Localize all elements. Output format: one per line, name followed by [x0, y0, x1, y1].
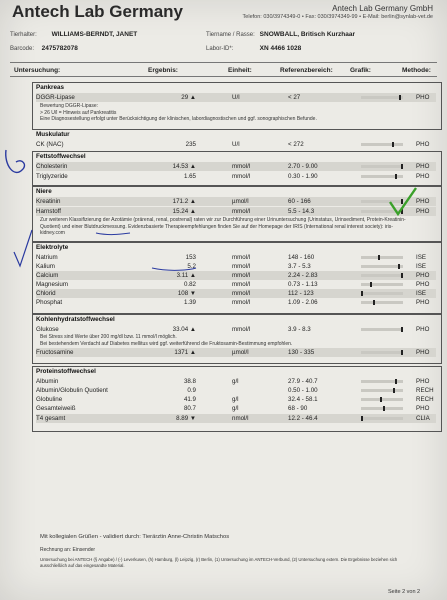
col-method: Methode:	[402, 67, 431, 74]
test-unit: mmol/l	[232, 207, 251, 215]
test-method: RECH	[416, 395, 434, 403]
test-value: 1.65	[183, 172, 196, 180]
test-name: Kreatinin	[36, 197, 61, 205]
test-method: PHO	[416, 207, 430, 215]
owner-value: WILLIAMS-BERNDT, JANET	[51, 31, 138, 38]
test-method: PHO	[416, 271, 430, 279]
test-name: Cholesterin	[36, 162, 68, 170]
col-result: Ergebnis:	[148, 67, 178, 74]
test-name: Gesamteiweiß	[36, 404, 76, 412]
test-method: PHO	[416, 298, 430, 306]
test-unit: g/l	[232, 377, 239, 385]
test-unit: g/l	[232, 395, 239, 403]
test-name: Fructosamine	[36, 348, 74, 356]
section-title: Niere	[36, 188, 52, 195]
test-name: CK (NAC)	[36, 140, 64, 148]
test-value: 38.8	[183, 377, 196, 385]
barcode-label: Barcode:	[10, 46, 35, 52]
test-ref: 0.30 - 1.90	[288, 172, 318, 180]
test-method: PHO	[416, 377, 430, 385]
col-unit: Einheit:	[228, 67, 252, 74]
test-unit: mmol/l	[232, 271, 251, 279]
col-test: Untersuchung:	[14, 67, 61, 74]
company-name: Antech Lab Germany GmbH	[332, 4, 433, 13]
test-value: 171.2 ▲	[172, 197, 196, 205]
test-method: PHO	[416, 162, 430, 170]
test-name: Phosphat	[36, 298, 63, 306]
labid-value: XN 4466 1028	[259, 45, 302, 52]
test-method: ISE	[416, 262, 426, 270]
labid-label: Labor-ID*:	[206, 46, 234, 52]
test-value: 235	[185, 140, 196, 148]
test-method: PHO	[416, 172, 430, 180]
test-unit: U/l	[232, 93, 240, 101]
animal-value: SNOWBALL, Britisch Kurzhaar	[259, 31, 356, 38]
test-name: Natrium	[36, 253, 58, 261]
note-text: Bewertung DGGR-Lipase: > 26 U/l = Hinweis auf Pankreatitis Eine Diagnosestellung erfolgt unter Berücksichtigung der klinischen, labordiagnostischen und ggf. sonographischen Befunde.	[40, 103, 317, 122]
test-name: DGGR-Lipase	[36, 93, 75, 101]
test-ref: < 272	[288, 140, 304, 148]
test-name: Albumin	[36, 377, 59, 385]
test-name: Globuline	[36, 395, 63, 403]
pen-underline-icon	[152, 268, 196, 270]
test-ref: 60 - 166	[288, 197, 311, 205]
test-ref: 3.9 - 8.3	[288, 325, 311, 333]
test-unit: mmol/l	[232, 280, 251, 288]
test-method: PHO	[416, 197, 430, 205]
test-ref: 0.73 - 1.13	[288, 280, 318, 288]
test-name: T4 gesamt	[36, 414, 66, 422]
greeting-text: Mit kollegialen Grüßen - validiert durch: Tierärztin Anne-Christin Matschos	[40, 534, 230, 540]
barcode-value: 2475782078	[41, 45, 78, 52]
test-value: 29 ▲	[181, 93, 196, 101]
test-value: 80.7	[183, 404, 196, 412]
test-method: ISE	[416, 253, 426, 261]
test-ref: 3.7 - 5.3	[288, 262, 311, 270]
test-method: PHO	[416, 325, 430, 333]
test-method: ISE	[416, 289, 426, 297]
test-ref: < 27	[288, 93, 301, 101]
test-method: PHO	[416, 140, 430, 148]
test-value: 153	[185, 253, 196, 261]
note-text: Zur weiteren Klassifizierung der Azotämie (prärenal, renal, postrenal) raten wir zur Durchführung einer Urinuntersuchung (Urinstatus, Urinsediment, Protein-Kreatinin-Quotient) und einer Blutdruckmessung. Evidenzbasierte Therapieempfehlungen finden Sie auf der Homepage der IRIS (International renal interest society): iris-kidney.com	[40, 217, 406, 236]
test-method: PHO	[416, 348, 430, 356]
section-title: Proteinstoffwechsel	[36, 368, 96, 375]
test-unit: nmol/l	[232, 414, 249, 422]
test-unit: mmol/l	[232, 172, 251, 180]
test-ref: 12.2 - 46.4	[288, 414, 318, 422]
test-ref: 32.4 - 58.1	[288, 395, 318, 403]
section-title: Fettstoffwechsel	[36, 153, 86, 160]
owner-label: Tierhalter:	[10, 32, 37, 38]
test-ref: 2.24 - 2.83	[288, 271, 318, 279]
test-value: 41.9	[183, 395, 196, 403]
animal-label: Tiername / Rasse:	[206, 32, 255, 38]
test-value: 1371 ▲	[174, 348, 196, 356]
test-ref: 5.5 - 14.3	[288, 207, 315, 215]
test-name: Calcium	[36, 271, 59, 279]
col-graph: Grafik:	[350, 67, 371, 74]
test-ref: 0.50 - 1.00	[288, 386, 318, 394]
billing-text: Rechnung an: Einsender	[40, 547, 96, 553]
pen-scribble-icon	[6, 150, 25, 172]
test-unit: mmol/l	[232, 253, 251, 261]
test-value: 33.04 ▲	[172, 325, 196, 333]
test-value: 5.2	[187, 262, 196, 270]
contact-line: Telefon: 030/3974349-0 • Fax: 030/3974349-99 • E-Mail: berlin@synlab-vet.de	[242, 14, 433, 20]
test-ref: 68 - 90	[288, 404, 308, 412]
test-ref: 112 - 123	[288, 289, 314, 297]
test-value: 0.82	[183, 280, 196, 288]
lab-title: Antech Lab Germany	[12, 2, 183, 21]
test-name: Glukose	[36, 325, 59, 333]
test-name: Albumin/Globulin Quotient	[36, 386, 108, 394]
test-value: 0.9	[187, 386, 196, 394]
disclaimer-text: Untersuchung bei ANTECH (§ Angabe) / (-) Leverkusen, (h) Hamburg, (l) Leipzig, (r) Berlin, (1) Untersuchung im ANTECH-Verbund, (2) Untersuchung extern. Die Ergebnisse beziehen sich ausschließlich auf das eingesandte Material.	[40, 557, 398, 568]
test-value: 1.39	[183, 298, 196, 306]
test-method: CLIA	[416, 414, 430, 422]
pen-underline-icon	[96, 233, 130, 235]
test-value: 108 ▼	[177, 289, 196, 297]
test-value: 15.24 ▲	[172, 207, 196, 215]
test-name: Kalium	[36, 262, 55, 270]
test-unit: mmol/l	[232, 298, 251, 306]
test-unit: mmol/l	[232, 289, 251, 297]
page-number: Seite 2 von 2	[388, 589, 421, 595]
test-unit: µmol/l	[232, 348, 249, 356]
test-name: Magnesium	[36, 280, 68, 288]
test-value: 3.11 ▲	[176, 271, 196, 279]
test-ref: 27.9 - 40.7	[288, 377, 318, 385]
green-check-icon	[390, 188, 416, 214]
section-title: Pankreas	[36, 84, 65, 91]
test-unit: mmol/l	[232, 325, 251, 333]
test-unit: g/l	[232, 404, 239, 412]
test-method: PHO	[416, 280, 430, 288]
test-value: 14.53 ▲	[172, 162, 196, 170]
test-value: 8.89 ▼	[176, 414, 196, 422]
test-ref: 130 - 335	[288, 348, 315, 356]
test-ref: 2.70 - 9.00	[288, 162, 318, 170]
section-title: Kohlenhydratstoffwechsel	[36, 316, 115, 323]
test-unit: U/l	[232, 140, 240, 148]
test-unit: mmol/l	[232, 262, 251, 270]
section-title: Muskulatur	[36, 131, 70, 138]
test-method: PHO	[416, 93, 430, 101]
section-title: Elektrolyte	[36, 244, 69, 251]
test-method: RECH	[416, 386, 434, 394]
note-text: Bei Stress sind Werte über 200 mg/dl bzw. 11 mmol/l möglich. Bei bestehendem Verdacht auf Diabetes mellitus wird ggf. weiterführend die Fruktosamin-Bestimmung empfohlen.	[40, 334, 293, 347]
test-ref: 148 - 160	[288, 253, 315, 261]
pen-check-icon	[14, 230, 32, 266]
test-unit: µmol/l	[232, 197, 249, 205]
test-method: PHO	[416, 404, 430, 412]
test-ref: 1.09 - 2.06	[288, 298, 318, 306]
test-name: Chlorid	[36, 289, 56, 297]
col-reference: Referenzbereich:	[280, 67, 333, 74]
test-name: Harnstoff	[36, 207, 61, 215]
test-unit: mmol/l	[232, 162, 251, 170]
test-name: Triglyzeride	[36, 172, 68, 180]
